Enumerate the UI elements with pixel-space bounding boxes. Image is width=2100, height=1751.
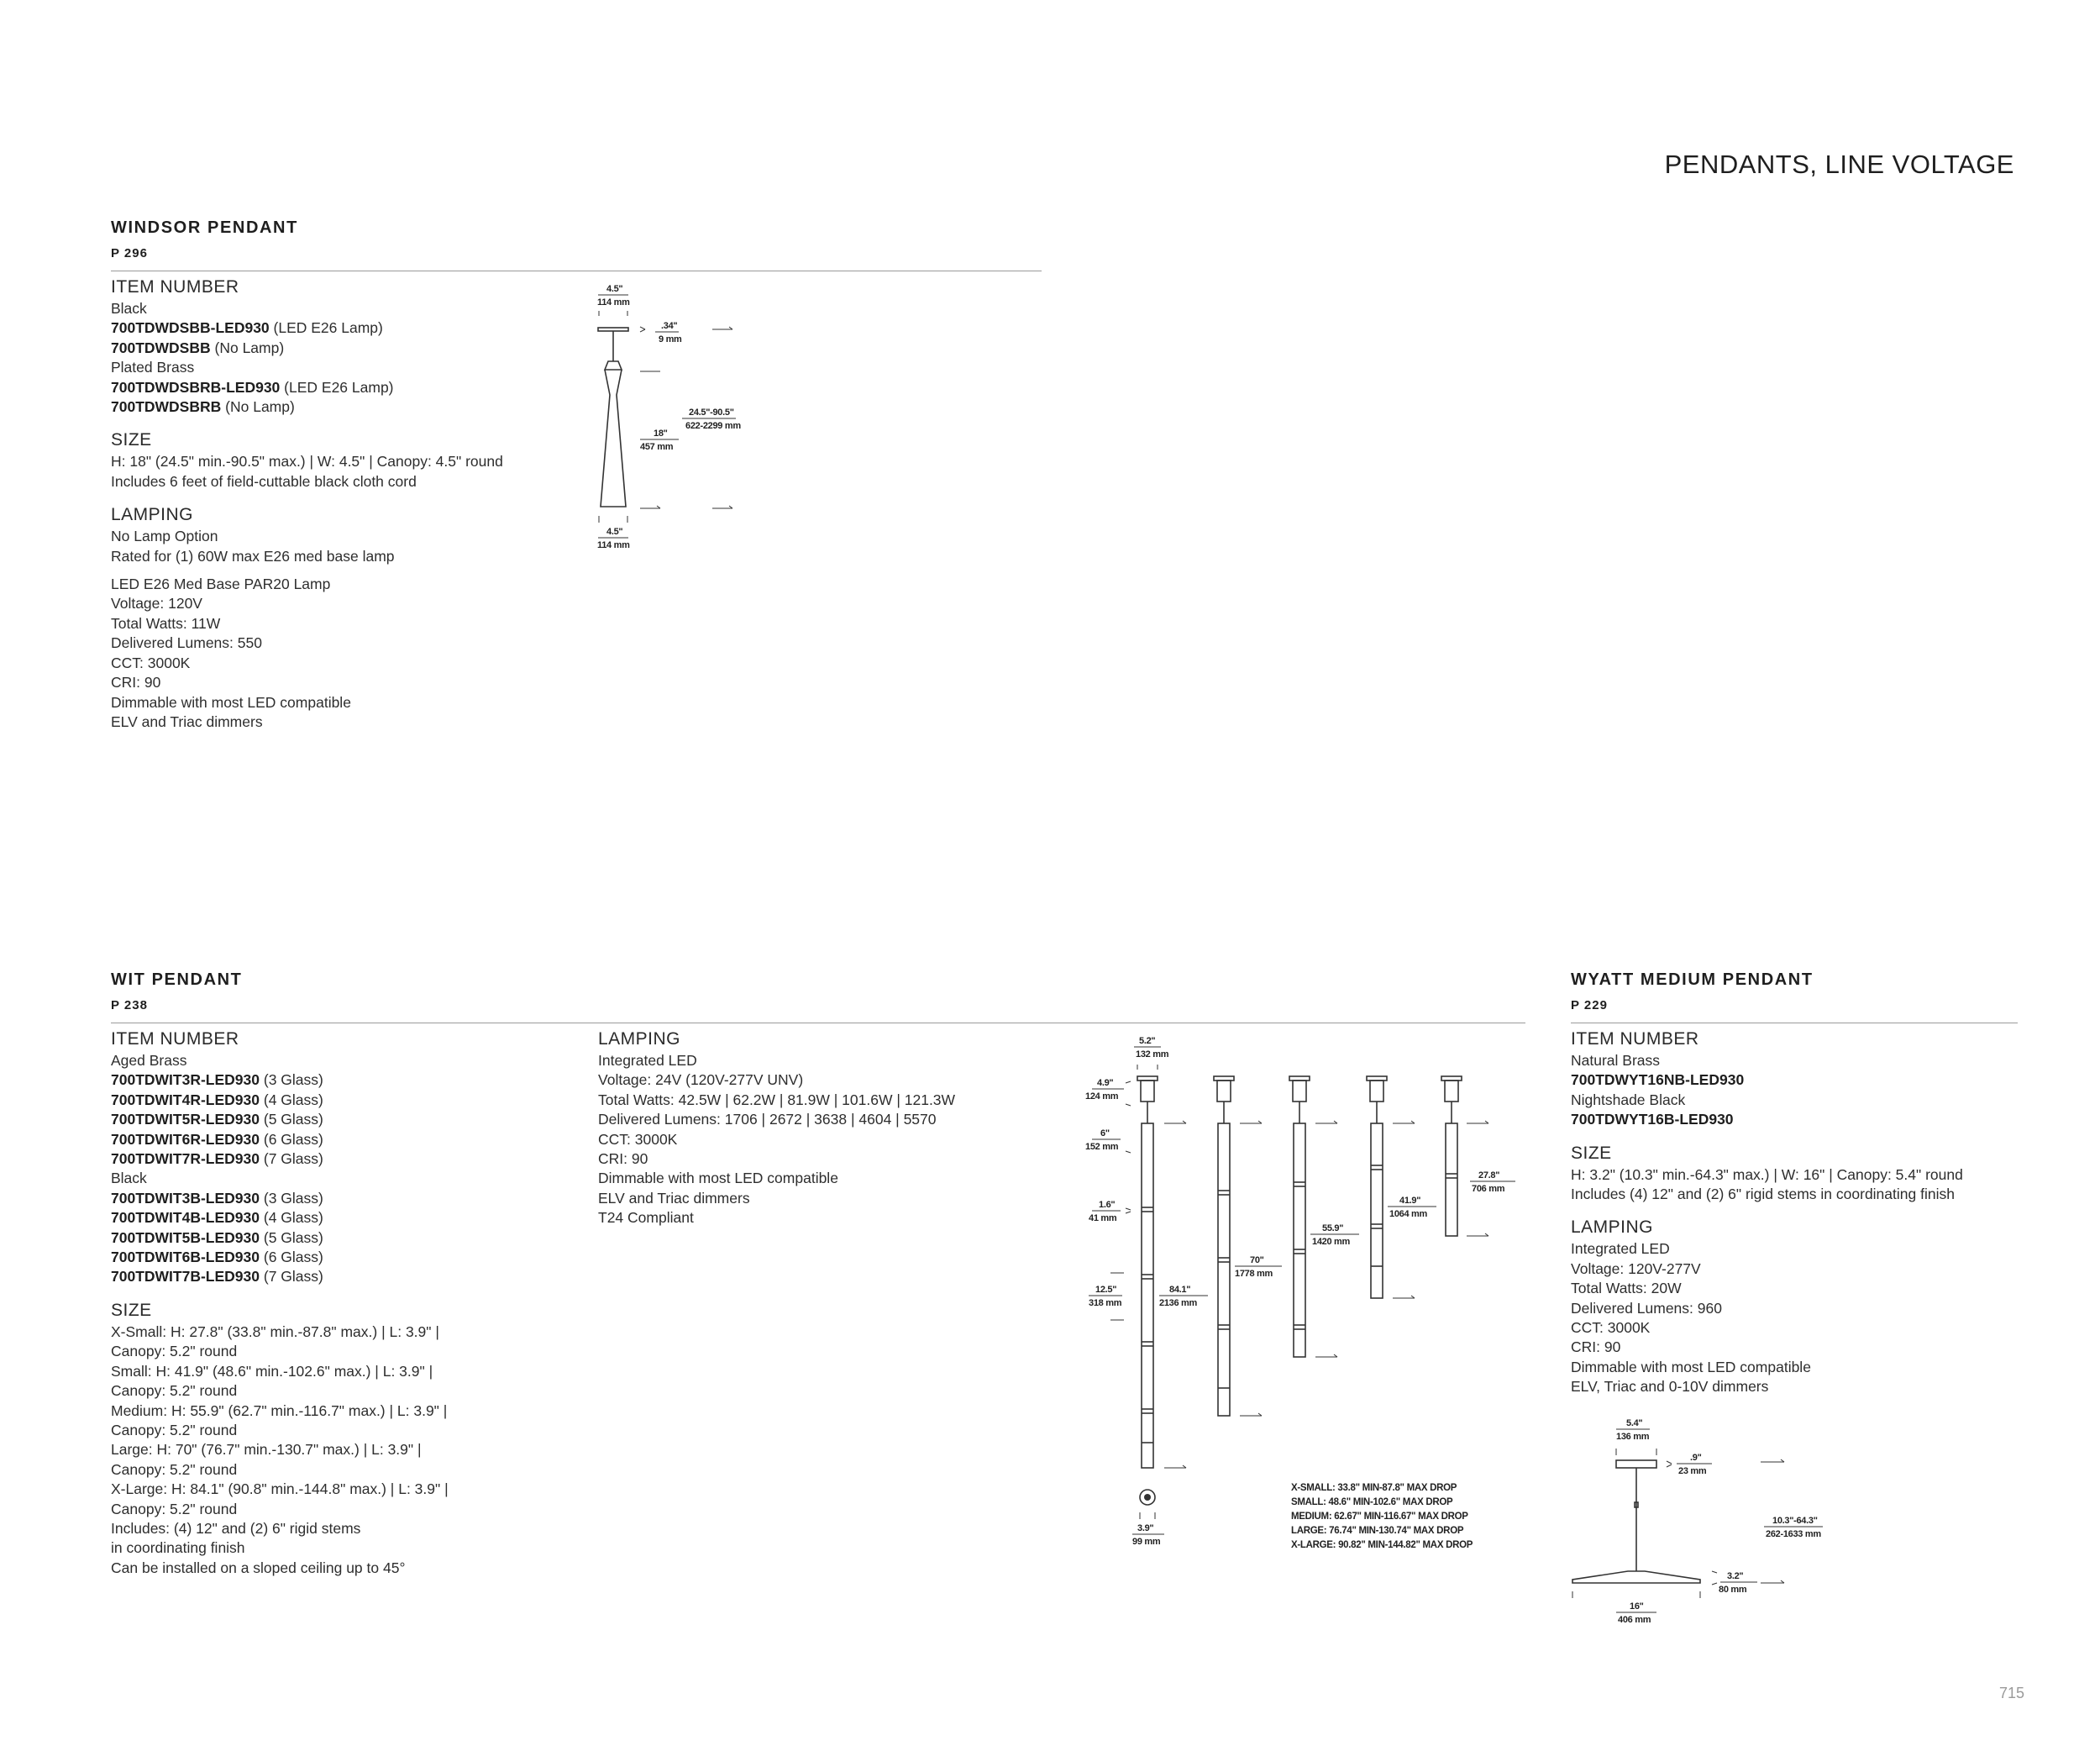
wit-item-row: 700TDWIT3B-LED930 (3 Glass) [111, 1189, 323, 1207]
dim-label: 152 mm [1085, 1142, 1119, 1152]
wit-finish-1: Aged Brass [111, 1052, 187, 1069]
windsor-lamping-line: No Lamp Option [111, 528, 218, 545]
wit-page-ref: P 238 [111, 998, 148, 1012]
dim-label: 457 mm [640, 442, 674, 452]
wyatt-page-ref: P 229 [1571, 998, 1608, 1012]
wit-item-row: 700TDWIT5B-LED930 (5 Glass) [111, 1228, 323, 1246]
dim-label: 24.5"-90.5" [689, 408, 734, 418]
wit-lamping-line: Total Watts: 42.5W | 62.2W | 81.9W | 101.6W | 121.3W [598, 1091, 956, 1108]
windsor-item-row: 700TDWDSBRB (No Lamp) [111, 398, 295, 416]
dim-label: 124 mm [1085, 1091, 1119, 1102]
wyatt-lamping-line: Delivered Lumens: 960 [1571, 1299, 1722, 1317]
wit-section [111, 970, 1525, 1023]
wit-size-line: X-Large: H: 84.1" (90.8" min.-144.8" max.) | L: 3.9" | [111, 1480, 449, 1498]
windsor-led-line: CCT: 3000K [111, 654, 191, 671]
windsor-size-line: H: 18" (24.5" min.-90.5" max.) | W: 4.5" | Canopy: 4.5" round [111, 453, 503, 471]
windsor-spec-text [111, 277, 503, 732]
windsor-led-line: Voltage: 120V [111, 595, 202, 613]
wyatt-finish-1: Natural Brass [1571, 1052, 1661, 1069]
dim-label: 4.5" [606, 527, 623, 537]
windsor-size-heading: SIZE [111, 430, 152, 450]
wyatt-item-row: 700TDWYT16B-LED930 [1571, 1111, 1734, 1128]
windsor-dimension-drawing [588, 277, 781, 563]
wit-size-line: Small: H: 41.9" (48.6" min.-102.6" max.) | L: 3.9" | [111, 1362, 433, 1380]
windsor-finish-2: Plated Brass [111, 359, 195, 376]
windsor-title: WINDSOR PENDANT [111, 218, 298, 237]
dim-label: 41.9" [1399, 1196, 1421, 1206]
wit-drop-note: SMALL: 48.6" MIN-102.6" MAX DROP [1291, 1497, 1453, 1507]
wit-lamping-line: Integrated LED [598, 1052, 697, 1069]
wyatt-size-line: Includes (4) 12" and (2) 6" rigid stems in coordinating finish [1571, 1186, 1955, 1203]
wyatt-lamping-line: CCT: 3000K [1571, 1319, 1651, 1337]
dim-label: 23 mm [1678, 1466, 1707, 1476]
wit-lamping-line: T24 Compliant [598, 1209, 694, 1227]
dim-label: 41 mm [1089, 1213, 1117, 1223]
dim-label: 16" [1630, 1601, 1644, 1612]
wit-size-line: Large: H: 70" (76.7" min.-130.7" max.) | L: 3.9" | [111, 1441, 422, 1459]
wyatt-canopy [1616, 1460, 1656, 1468]
wit-lamping-line: Voltage: 24V (120V-277V UNV) [598, 1071, 804, 1089]
wit-medium-fixture [1289, 1076, 1310, 1357]
wit-item-row: 700TDWIT6B-LED930 (6 Glass) [111, 1249, 323, 1266]
windsor-finish-1: Black [111, 300, 147, 317]
wit-item-row: 700TDWIT5R-LED930 (5 Glass) [111, 1111, 323, 1128]
dim-label: 80 mm [1719, 1585, 1747, 1595]
dim-label: 1.6" [1099, 1200, 1116, 1210]
dim-label: 4.5" [606, 284, 623, 294]
wit-size-line: Canopy: 5.2" round [111, 1343, 238, 1360]
dim-label: 99 mm [1132, 1537, 1161, 1547]
dim-label: 70" [1250, 1255, 1264, 1265]
windsor-lamping-line: Rated for (1) 60W max E26 med base lamp [111, 547, 395, 565]
wit-spec-text [111, 1029, 449, 1578]
wit-lamping-heading: LAMPING [598, 1029, 681, 1049]
wit-dimension-drawing [1084, 1029, 1537, 1567]
page-number: 715 [1998, 1685, 2024, 1701]
windsor-item-row: 700TDWDSBRB-LED930 (LED E26 Lamp) [111, 378, 394, 396]
windsor-page-ref: P 296 [111, 246, 148, 260]
dim-label: .34" [661, 321, 678, 331]
wit-bottom-view-center [1144, 1494, 1151, 1501]
wit-item-heading: ITEM NUMBER [111, 1029, 239, 1049]
windsor-lamping-heading: LAMPING [111, 505, 194, 525]
wit-size-line: in coordinating finish [111, 1539, 245, 1557]
windsor-led-line: CRI: 90 [111, 674, 161, 691]
wit-size-line: Includes: (4) 12" and (2) 6" rigid stems [111, 1519, 361, 1537]
windsor-size-line: Includes 6 feet of field-cuttable black cloth cord [111, 472, 417, 490]
dim-label: 136 mm [1616, 1432, 1650, 1442]
dim-label: 18" [654, 429, 668, 439]
wit-size-line: Medium: H: 55.9" (62.7" min.-116.7" max.) | L: 3.9" | [111, 1401, 448, 1419]
wit-drop-note: X-LARGE: 90.82" MIN-144.82" MAX DROP [1291, 1540, 1473, 1550]
wyatt-lamping-line: Voltage: 120V-277V [1571, 1259, 1701, 1277]
wyatt-section [1571, 970, 2018, 1023]
wit-finish-2: Black [111, 1170, 147, 1187]
wyatt-title: WYATT MEDIUM PENDANT [1571, 970, 1814, 989]
dim-label: 406 mm [1618, 1615, 1651, 1625]
windsor-item-row: 700TDWDSBB-LED930 (LED E26 Lamp) [111, 319, 383, 337]
category-header: PENDANTS, LINE VOLTAGE [1664, 150, 2014, 179]
wyatt-item-heading: ITEM NUMBER [1571, 1029, 1699, 1049]
dim-label: 27.8" [1478, 1170, 1500, 1180]
wyatt-lamping-line: Integrated LED [1571, 1240, 1670, 1258]
dim-label: 1064 mm [1389, 1209, 1427, 1219]
windsor-item-row: 700TDWDSBB (No Lamp) [111, 339, 285, 356]
dim-label: 6" [1100, 1128, 1110, 1138]
wit-item-row: 700TDWIT4R-LED930 (4 Glass) [111, 1091, 323, 1108]
wyatt-lamping-line: Dimmable with most LED compatible [1571, 1358, 1811, 1375]
dim-label: 9 mm [659, 334, 682, 344]
wit-size-line: Canopy: 5.2" round [111, 1382, 238, 1400]
dim-label: 706 mm [1472, 1184, 1505, 1194]
dim-label: 4.9" [1097, 1078, 1114, 1088]
wit-size-line: Canopy: 5.2" round [111, 1421, 238, 1438]
dim-label: 114 mm [597, 540, 630, 550]
wit-size-heading: SIZE [111, 1300, 152, 1320]
windsor-canopy [598, 328, 628, 331]
wit-size-line: X-Small: H: 27.8" (33.8" min.-87.8" max.) | L: 3.9" | [111, 1322, 439, 1340]
wit-title: WIT PENDANT [111, 970, 243, 989]
wyatt-lamping-heading: LAMPING [1571, 1217, 1654, 1238]
dim-label: 318 mm [1089, 1298, 1122, 1308]
wit-large-fixture [1214, 1076, 1234, 1416]
wit-xlarge-fixture [1137, 1076, 1158, 1468]
dim-label: 5.4" [1626, 1418, 1643, 1428]
dim-label: 262-1633 mm [1766, 1529, 1821, 1539]
dim-label: 55.9" [1322, 1223, 1344, 1233]
wit-item-row: 700TDWIT4B-LED930 (4 Glass) [111, 1209, 323, 1227]
wit-drop-note: LARGE: 76.74" MIN-130.74" MAX DROP [1291, 1526, 1464, 1536]
wit-item-row: 700TDWIT7R-LED930 (7 Glass) [111, 1150, 323, 1168]
dim-label: 3.9" [1137, 1523, 1154, 1533]
dim-label: 10.3"-64.3" [1772, 1516, 1818, 1526]
dim-label: 5.2" [1139, 1036, 1156, 1046]
windsor-led-line: Dimmable with most LED compatible [111, 693, 351, 711]
wyatt-size-heading: SIZE [1571, 1143, 1612, 1163]
wit-drop-note: X-SMALL: 33.8" MIN-87.8" MAX DROP [1291, 1483, 1457, 1493]
windsor-led-line: Total Watts: 11W [111, 614, 221, 632]
wit-size-line: Canopy: 5.2" round [111, 1460, 238, 1478]
wit-item-row: 700TDWIT7B-LED930 (7 Glass) [111, 1268, 323, 1286]
wit-lamping-line: Dimmable with most LED compatible [598, 1170, 838, 1187]
dim-label: 2136 mm [1159, 1298, 1197, 1308]
dim-label: 1420 mm [1312, 1237, 1350, 1247]
wit-size-line: Can be installed on a sloped ceiling up to 45° [111, 1559, 406, 1576]
wyatt-lamping-line: Total Watts: 20W [1571, 1280, 1682, 1297]
dim-label: 114 mm [597, 297, 630, 308]
wit-xsmall-fixture [1441, 1076, 1462, 1236]
dim-label: 84.1" [1169, 1285, 1191, 1295]
wit-size-line: Canopy: 5.2" round [111, 1500, 238, 1517]
wyatt-shade [1572, 1571, 1700, 1583]
wit-lamping-line: ELV and Triac dimmers [598, 1189, 750, 1207]
windsor-led-line: LED E26 Med Base PAR20 Lamp [111, 576, 331, 593]
wyatt-lamping-line: CRI: 90 [1571, 1338, 1621, 1356]
dim-label: 12.5" [1095, 1285, 1117, 1295]
windsor-item-heading: ITEM NUMBER [111, 277, 239, 297]
wit-item-row: 700TDWIT6R-LED930 (6 Glass) [111, 1130, 323, 1148]
wit-drop-note: MEDIUM: 62.67" MIN-116.67" MAX DROP [1291, 1512, 1468, 1522]
windsor-section [111, 218, 1042, 271]
wyatt-dimension-drawing [1562, 1412, 1831, 1638]
dim-label: 622-2299 mm [685, 421, 741, 431]
dim-label: 132 mm [1136, 1049, 1169, 1060]
windsor-led-line: ELV and Triac dimmers [111, 712, 263, 730]
wit-lamping-text [598, 1029, 955, 1228]
dim-label: .9" [1690, 1453, 1702, 1463]
windsor-socket [605, 361, 622, 370]
windsor-led-line: Delivered Lumens: 550 [111, 634, 262, 652]
wit-lamping-line: Delivered Lumens: 1706 | 2672 | 3638 | 4604 | 5570 [598, 1111, 937, 1128]
wyatt-item-row: 700TDWYT16NB-LED930 [1571, 1071, 1745, 1089]
wyatt-finish-2: Nightshade Black [1571, 1091, 1686, 1108]
dim-label: 1778 mm [1235, 1269, 1273, 1279]
wit-item-row: 700TDWIT3R-LED930 (3 Glass) [111, 1071, 323, 1089]
wyatt-size-line: H: 3.2" (10.3" min.-64.3" max.) | W: 16" | Canopy: 5.4" round [1571, 1165, 1963, 1183]
wyatt-lamping-line: ELV, Triac and 0-10V dimmers [1571, 1378, 1769, 1396]
wit-lamping-line: CRI: 90 [598, 1150, 648, 1168]
wit-small-fixture [1367, 1076, 1387, 1298]
wit-lamping-line: CCT: 3000K [598, 1130, 678, 1148]
wyatt-spec-text [1571, 1029, 1963, 1397]
dim-label: 3.2" [1727, 1571, 1744, 1581]
windsor-shade [601, 370, 626, 507]
